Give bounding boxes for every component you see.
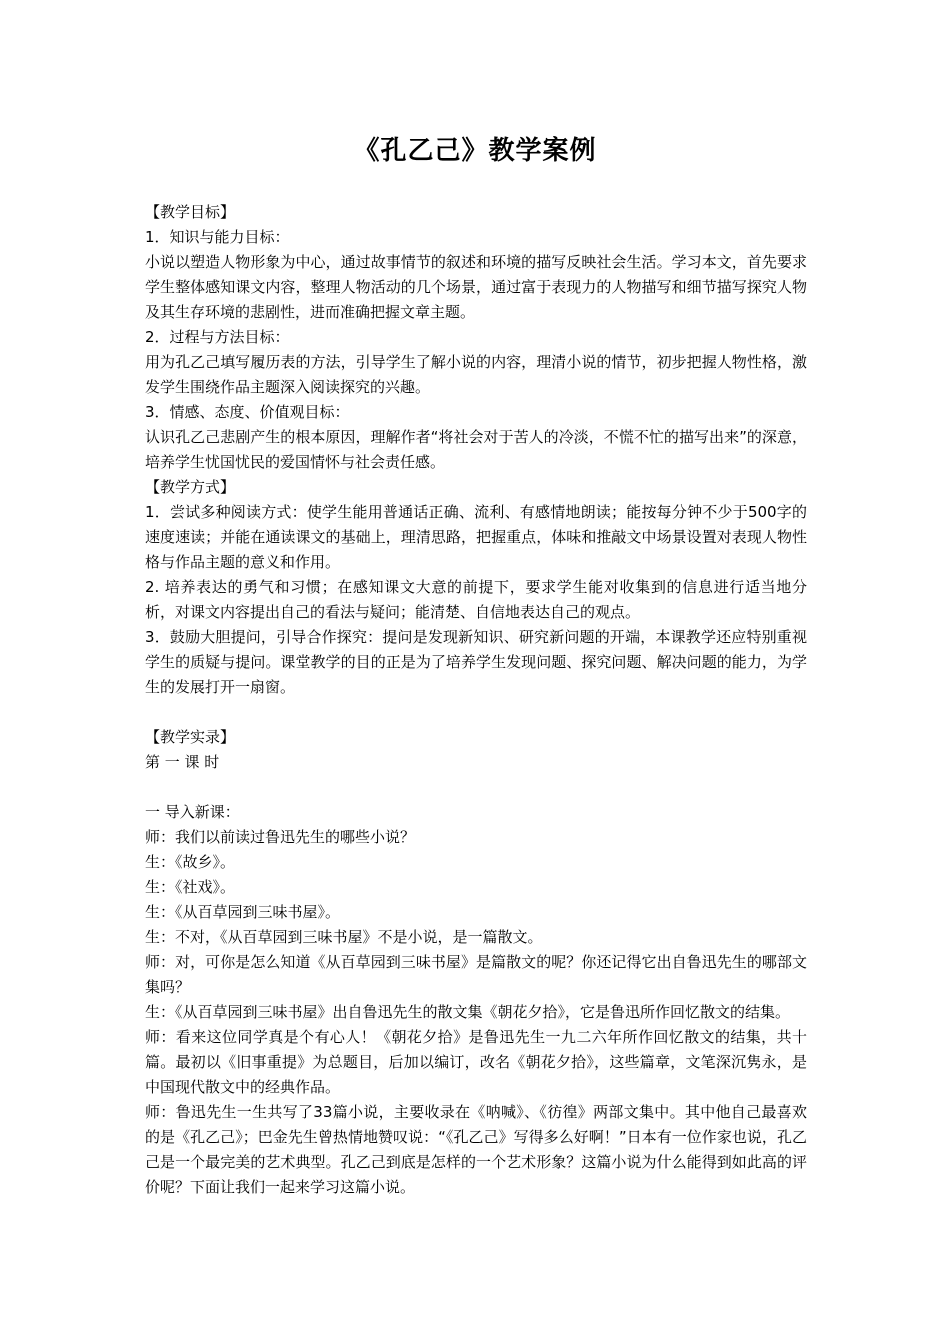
goal-2-label: 2．过程与方法目标：	[145, 328, 290, 346]
dialogue-line: 师：我们以前读过鲁迅先生的哪些小说？	[145, 828, 416, 846]
goal-3-label: 3．情感、态度、价值观目标：	[145, 403, 350, 421]
section-heading: 一 导入新课：	[145, 803, 240, 821]
document-body	[145, 200, 807, 1200]
goal-3-text: 认识孔乙己悲剧产生的根本原因，理解作者“将社会对于苦人的冷淡，不慌不忙的描写出来”的深意，培养学生忧国忧民的爱国情怀与社会责任感。	[145, 428, 807, 471]
spacer	[145, 700, 807, 725]
record-heading: 【教学实录】	[145, 728, 236, 746]
goal-2-text: 用为孔乙己填写履历表的方法，引导学生了解小说的内容，理清小说的情节，初步把握人物性格，激发学生围绕作品主题深入阅读探究的兴趣。	[145, 353, 807, 396]
dialogue-line: 师：对，可你是怎么知道《从百草园到三味书屋》是篇散文的呢？你还记得它出自鲁迅先生的哪部文集吗？	[145, 953, 807, 996]
dialogue-line: 生：《从百草园到三味书屋》。	[145, 903, 341, 921]
method-3: 3．鼓励大胆提问，引导合作探究：提问是发现新知识、研究新问题的开端，本课教学还应特别重视学生的质疑与提问。课堂教学的目的正是为了培养学生发现问题、探究问题、解决问题的能力，为学生的发展打开一扇窗。	[145, 628, 807, 696]
method-1: 1．尝试多种阅读方式：使学生能用普通话正确、流利、有感情地朗读；能按每分钟不少于500字的速度速读；并能在通读课文的基础上，理清思路，把握重点，体味和推敲文中场景设置对表现人物性格与作品主题的意义和作用。	[145, 503, 807, 571]
document-title: 《孔乙己》教学案例	[353, 136, 597, 166]
goal-1-text: 小说以塑造人物形象为中心，通过故事情节的叙述和环境的描写反映社会生活。学习本文，首先要求学生整体感知课文内容，整理人物活动的几个场景，通过富于表现力的人物描写和细节描写探究人物及其生存环境的悲剧性，进而准确把握文章主题。	[145, 253, 807, 321]
spacer	[145, 775, 807, 800]
dialogue-line: 生：不对，《从百草园到三味书屋》不是小说，是一篇散文。	[145, 928, 543, 946]
lesson-label: 第 一 课 时	[145, 753, 220, 771]
method-2: 2. 培养表达的勇气和习惯；在感知课文大意的前提下，要求学生能对收集到的信息进行适当地分析，对课文内容提出自己的看法与疑问；能清楚、自信地表达自己的观点。	[145, 578, 807, 621]
goal-1-label: 1．知识与能力目标：	[145, 228, 290, 246]
dialogue-line: 师：鲁迅先生一生共写了33篇小说，主要收录在《呐喊》、《彷徨》两部文集中。其中他自己最喜欢的是《孔乙己》；巴金先生曾热情地赞叹说：“《孔乙己》写得多么好啊！”日本有一位作家也说，孔乙己是一个最完美的艺术典型。孔乙己到底是怎样的一个艺术形象？这篇小说为什么能得到如此高的评价呢？下面让我们一起来学习这篇小说。	[145, 1103, 807, 1196]
dialogue-line: 生：《从百草园到三味书屋》出自鲁迅先生的散文集《朝花夕拾》，它是鲁迅所作回忆散文的结集。	[145, 1003, 791, 1021]
dialogue-line: 生：《故乡》。	[145, 853, 236, 871]
dialogue-line: 生：《社戏》。	[145, 878, 236, 896]
methods-heading: 【教学方式】	[145, 478, 236, 496]
goals-heading: 【教学目标】	[145, 203, 236, 221]
dialogue-line: 师：看来这位同学真是个有心人！《朝花夕拾》是鲁迅先生一九二六年所作回忆散文的结集，共十篇。最初以《旧事重提》为总题目，后加以编订，改名《朝花夕拾》，这些篇章，文笔深沉隽永，是中国现代散文中的经典作品。	[145, 1028, 807, 1096]
